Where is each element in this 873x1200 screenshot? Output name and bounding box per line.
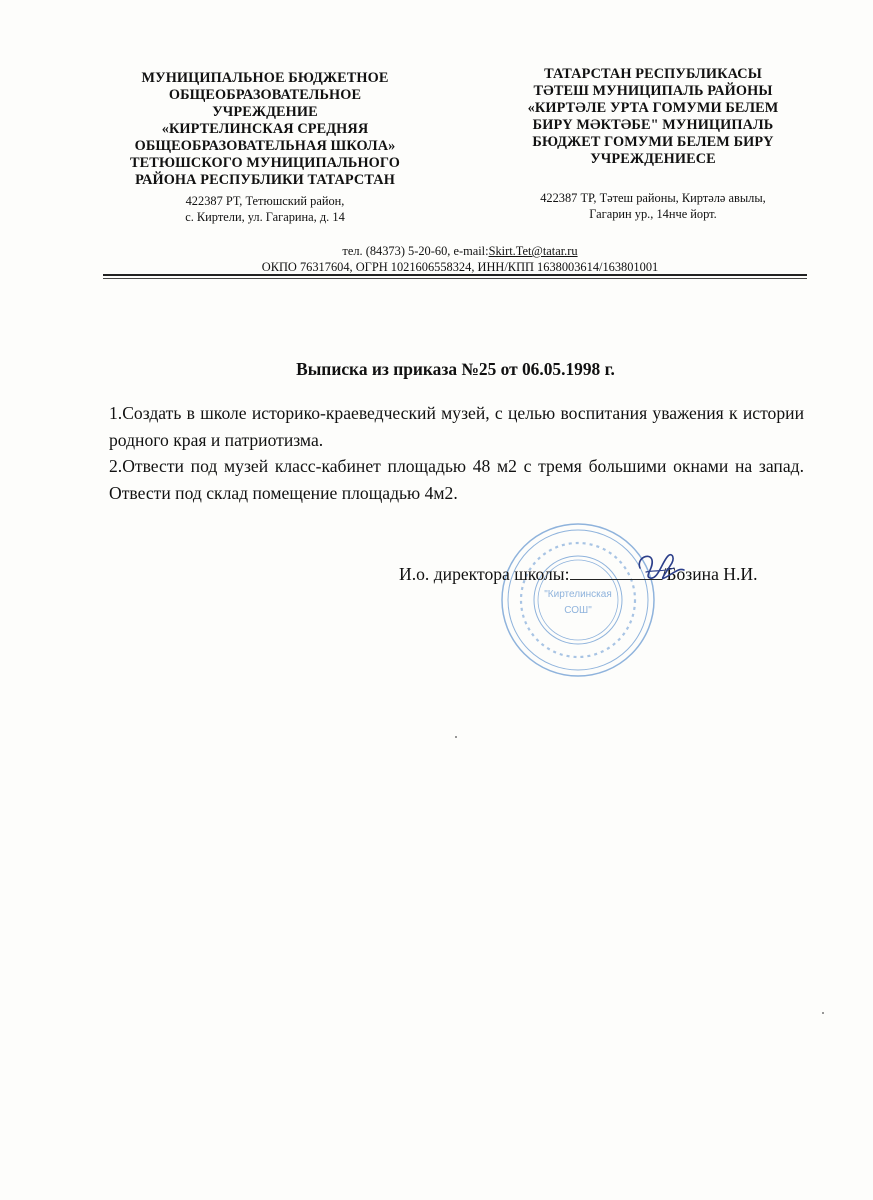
signatory-name: /Бозина Н.И. bbox=[661, 564, 758, 584]
document-title: Выписка из приказа №25 от 06.05.1998 г. bbox=[296, 359, 615, 379]
address-right-line2: Гагарин ур., 14нче йорт. bbox=[589, 207, 717, 221]
signature-line bbox=[399, 563, 809, 585]
header-right-line: ТӘТЕШ МУНИЦИПАЛЬ РАЙОНЫ bbox=[533, 83, 773, 99]
header-left-line: ТЕТЮШСКОГО МУНИЦИПАЛЬНОГО bbox=[130, 155, 400, 171]
order-paragraph: 1.Создать в школе историко-краеведческий музей, с целью воспитания уважения к истории родного края и патриотизма. bbox=[109, 403, 804, 450]
header-left-line: МУНИЦИПАЛЬНОЕ БЮДЖЕТНОЕ bbox=[141, 70, 389, 86]
school-stamp bbox=[498, 520, 658, 680]
scan-speck bbox=[455, 736, 457, 738]
header-right-line: ТАТАРСТАН РЕСПУБЛИКАСЫ bbox=[544, 66, 762, 82]
header-right-line: БЮДЖЕТ ГОМУМИ БЕЛЕМ БИРҮ bbox=[532, 134, 774, 150]
phone-text: тел. (84373) 5-20-60, e-mail: bbox=[342, 244, 489, 258]
stamp-inner-line2: СОШ" bbox=[564, 605, 592, 616]
header-left-line: ОБЩЕОБРАЗОВАТЕЛЬНОЕ bbox=[168, 87, 362, 103]
contact-block bbox=[100, 243, 820, 275]
order-paragraph: 2.Отвести под музей класс-кабинет площадью 48 м2 с тремя большими окнами на запад. Отвести под склад помещение площадью 4м2. bbox=[109, 456, 804, 503]
order-body bbox=[109, 400, 804, 506]
header-right-line: БИРҮ МӘКТӘБЕ" МУНИЦИПАЛЬ bbox=[532, 117, 774, 133]
header-divider-thick bbox=[103, 274, 807, 276]
header-left-line: УЧРЕЖДЕНИЕ bbox=[212, 104, 318, 120]
scan-speck bbox=[822, 1012, 824, 1014]
header-divider-thin bbox=[103, 278, 807, 279]
email-link[interactable]: Skirt.Tet@tatar.ru bbox=[488, 244, 578, 258]
header-right-line: «КИРТӘЛЕ УРТА ГОМУМИ БЕЛЕМ bbox=[527, 100, 779, 116]
header-right-tatar bbox=[498, 66, 808, 222]
address-right-line1: 422387 ТР, Тәтеш районы, Киртәлә авылы, bbox=[540, 191, 766, 205]
header-left-line: «КИРТЕЛИНСКАЯ СРЕДНЯЯ bbox=[161, 121, 369, 137]
stamp-inner-line1: "Киртелинская bbox=[544, 589, 612, 600]
handwritten-signature bbox=[628, 546, 698, 588]
header-left-line: РАЙОНА РЕСПУБЛИКИ ТАТАРСТАН bbox=[135, 172, 395, 188]
registry-codes: ОКПО 76317604, ОГРН 1021606558324, ИНН/КПП 1638003614/163801001 bbox=[261, 260, 659, 274]
header-left-russian bbox=[100, 70, 430, 225]
signature-label: И.о. директора школы: bbox=[399, 564, 570, 584]
header-right-line: УЧРЕЖДЕНИЕСЕ bbox=[590, 151, 716, 167]
header-left-line: ОБЩЕОБРАЗОВАТЕЛЬНАЯ ШКОЛА» bbox=[134, 138, 396, 154]
address-left-line1: 422387 РТ, Тетюшский район, bbox=[185, 194, 345, 208]
address-left-line2: с. Киртели, ул. Гагарина, д. 14 bbox=[185, 210, 345, 224]
